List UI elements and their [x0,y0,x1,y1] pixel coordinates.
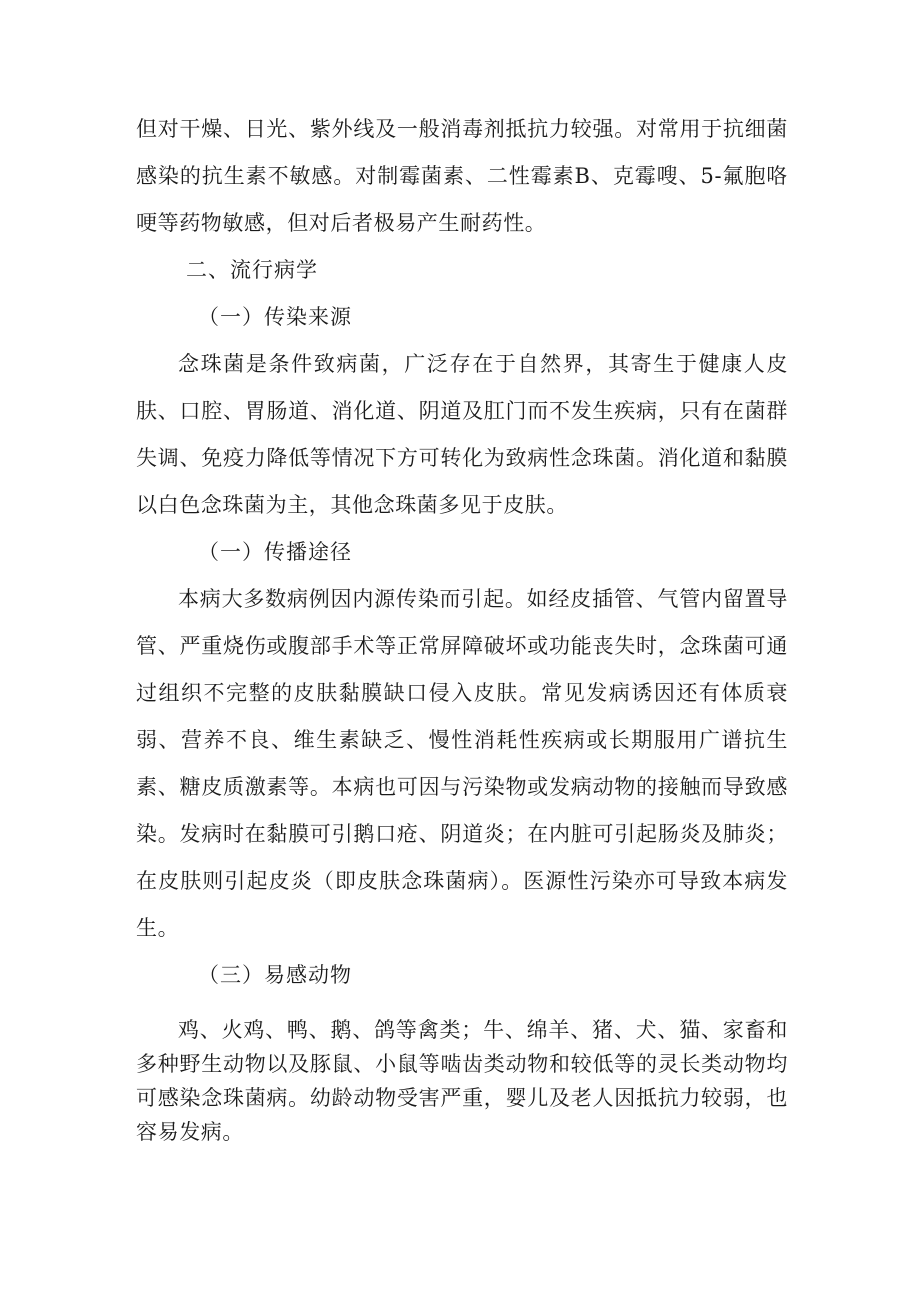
paragraph-susceptible-animals: 鸡、火鸡、鸭、鹅、鸽等禽类；牛、绵羊、猪、犬、猫、家畜和多种野生动物以及豚鼠、小鼠等啮齿类动物和较低等的灵长类动物均可感染念珠菌病。幼龄动物受害严重，婴儿及老人因抵抗力较弱，也容易发病。 [136,1018,788,1144]
subsection-heading-susceptible-animals: （三）易感动物 [198,963,352,987]
paragraph-resistance: 但对干燥、日光、紫外线及一般消毒剂抵抗力较强。对常用于抗细菌感染的抗生素不敏感。对制霉菌素、二性霉素B、克霉嗖、5-氟胞咯哽等药物敏感，但对后者极易产生耐药性。 [136,117,788,235]
paragraph-transmission-route: 本病大多数病例因内源传染而引起。如经皮插管、气管内留置导管、严重烧伤或腹部手术等正常屏障破坏或功能丧失时，念珠菌可通过组织不完整的皮肤黏膜缺口侵入皮肤。常见发病诱因还有体质衰弱、营养不良、维生素缺乏、慢性消耗性疾病或长期服用广谱抗生素、糖皮质激素等。本病也可因与污染物或发病动物的接触而导致感染。发病时在黏膜可引鹅口疮、阴道炎；在内脏可引起肠炎及肺炎；在皮肤则引起皮炎（即皮肤念珠菌病）。医源性污染亦可导致本病发生。 [136,587,788,940]
spacer [136,999,788,1013]
paragraph-infection-source: 念珠菌是条件致病菌，广泛存在于自然界，其寄生于健康人皮肤、口腔、胃肠道、消化道、阴道及肛门而不发生疾病，只有在菌群失调、免疫力降低等情况下方可转化为致病性念珠菌。消化道和黏膜以白色念珠菌为主，其他念珠菌多见于皮肤。 [136,352,788,517]
subsection-heading-transmission-route: （一）传播途径 [198,540,352,564]
section-heading-epidemiology: 二、流行病学 [186,258,318,282]
subsection-heading-infection-source: （一）传染来源 [198,305,352,329]
document-body [136,106,788,1149]
